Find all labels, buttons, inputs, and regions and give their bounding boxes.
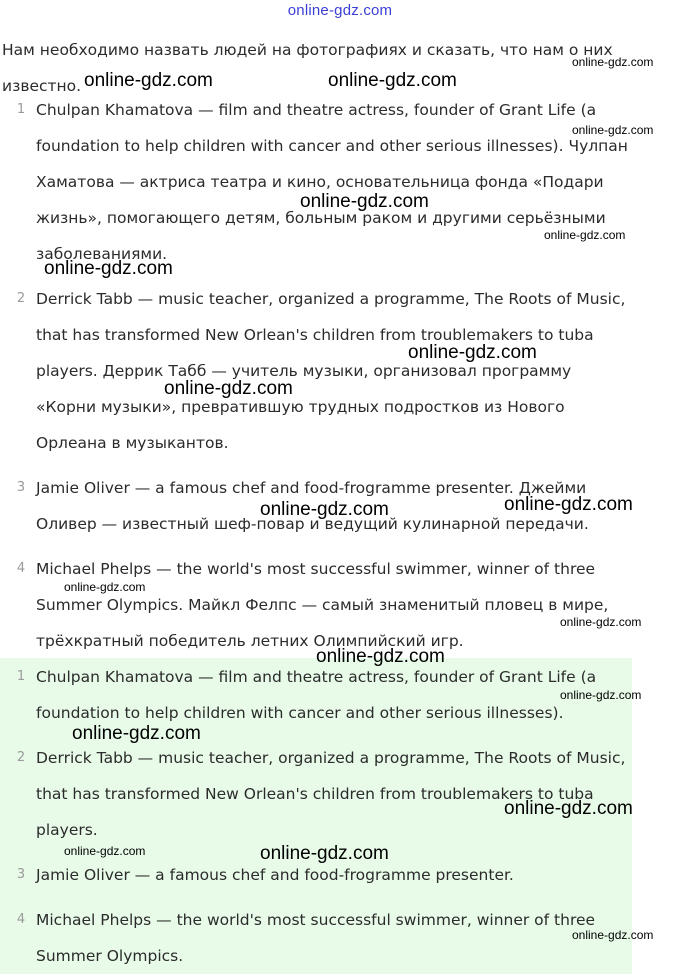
watermark: online-gdz.com <box>328 70 457 91</box>
item-text: Derrick Tabb — music teacher, organized a programme, The Roots of Music, that has transformed New Orlean's children from troublemakers to tuba players. Деррик Табб — учитель музыки, организовал программу «Корни музыки», превратившую трудных подростков из Нового Орлеана в музыкантов. <box>36 290 626 452</box>
watermark: online-gdz.com <box>504 798 633 819</box>
task-intro: Нам необходимо назвать людей на фотографиях и сказать, что нам о них известно. <box>2 41 613 95</box>
item-number: 3 <box>16 480 26 495</box>
watermark: online-gdz.com <box>572 928 654 942</box>
item-number: 2 <box>16 750 26 765</box>
item-text: Chulpan Khamatova — film and theatre actress, founder of Grant Life (a foundation to help children with cancer and other serious illnesses). Чулпан Хаматова — актриса театра и кино, основательница фонда «Подари жизнь», помогающего детям, больным раком и другими серьёзными заболеваниями. <box>36 101 628 263</box>
item-number: 4 <box>16 561 26 576</box>
watermark: online-gdz.com <box>72 723 201 744</box>
watermark: online-gdz.com <box>260 843 389 864</box>
item-text: Michael Phelps — the world's most successful swimmer, winner of three Summer Olympics. Майкл Фелпс — самый знаменитый пловец в мире, трёхкратный победитель летних Олимпийский игр. <box>36 560 609 650</box>
item-number: 4 <box>16 912 26 927</box>
watermark: online-gdz.com <box>560 615 642 629</box>
watermark: online-gdz.com <box>572 55 654 69</box>
item-number: 1 <box>16 669 26 684</box>
watermark: online-gdz.com <box>260 499 389 520</box>
watermark: online-gdz.com <box>300 191 429 212</box>
item-number: 3 <box>16 867 26 882</box>
watermark: online-gdz.com <box>164 378 293 399</box>
watermark: online-gdz.com <box>572 123 654 137</box>
item-text: Derrick Tabb — music teacher, organized a programme, The Roots of Music, that has transformed New Orlean's children from troublemakers to tuba players. <box>36 749 626 839</box>
item-number: 1 <box>16 102 26 117</box>
watermark: online-gdz.com <box>544 228 626 242</box>
item-text: Chulpan Khamatova — film and theatre actress, founder of Grant Life (a foundation to help children with cancer and other serious illnesses). <box>36 668 597 722</box>
item-text: Michael Phelps — the world's most successful swimmer, winner of three Summer Olympics. <box>36 911 596 965</box>
site-logo[interactable]: online-gdz.com <box>287 2 393 19</box>
item-number: 2 <box>16 291 26 306</box>
watermark: online-gdz.com <box>64 844 146 858</box>
watermark: online-gdz.com <box>44 258 173 279</box>
item-text: Jamie Oliver — a famous chef and food-frogramme presenter. Джейми Оливер — известный шеф-повар и ведущий кулинарной передачи. <box>36 479 589 533</box>
watermark: online-gdz.com <box>84 70 213 91</box>
item-text: Jamie Oliver — a famous chef and food-frogramme presenter. <box>36 866 514 884</box>
watermark: online-gdz.com <box>316 646 445 667</box>
watermark: online-gdz.com <box>504 494 633 515</box>
watermark: online-gdz.com <box>560 688 642 702</box>
watermark: online-gdz.com <box>64 580 146 594</box>
watermark: online-gdz.com <box>408 342 537 363</box>
